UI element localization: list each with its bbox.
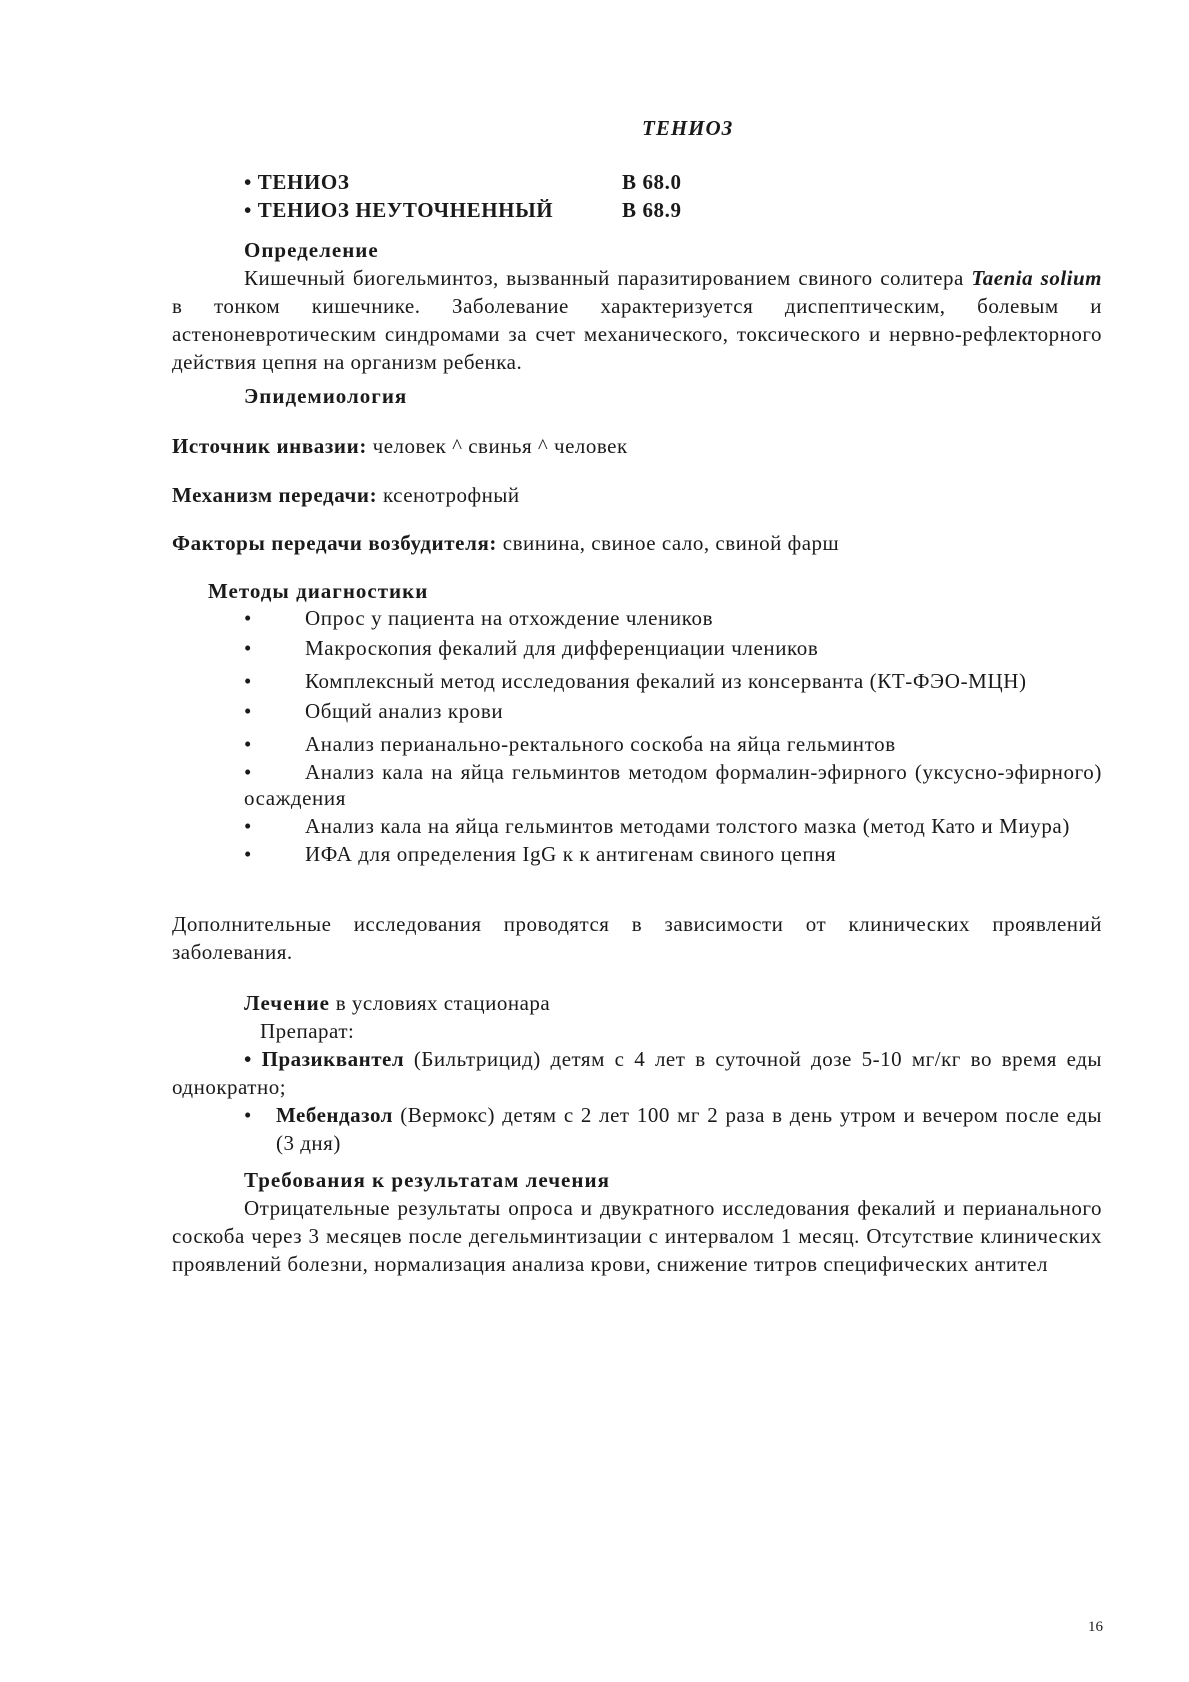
list-item [172, 813, 1102, 839]
bullet: • [244, 1103, 252, 1127]
document-page [172, 0, 1102, 1682]
treatment-section [172, 989, 1102, 1157]
bullet: • [244, 760, 252, 784]
treatment-heading-line [172, 989, 1102, 1017]
code-value: В 68.0 [622, 170, 682, 194]
list-item [172, 759, 1102, 811]
code-row [244, 198, 682, 226]
code-value: В 68.9 [622, 198, 682, 222]
epidemiology-heading: Эпидемиология [244, 384, 408, 408]
list-item-text: Комплексный метод исследования фекалий из консерванта (КТ-ФЭО-МЦН) [305, 669, 1027, 693]
drug-label: Препарат: [260, 1019, 355, 1043]
list-item-text: Макроскопия фекалий для дифференциации члеников [305, 636, 819, 660]
list-item [172, 841, 1102, 867]
mechanism-value: ксенотрофный [377, 483, 520, 507]
list-item-text: Опрос у пациента на отхождение члеников [305, 606, 714, 630]
list-item-text: Общий анализ крови [305, 699, 504, 723]
definition-section [172, 236, 1102, 376]
drug2-name: Мебендазол [276, 1103, 393, 1127]
factors-label: Факторы передачи возбудителя: [172, 531, 498, 555]
drug1-name: • Празиквантел [244, 1047, 405, 1071]
requirements-heading: Требования к результатам лечения [244, 1168, 610, 1192]
mechanism-label: Механизм передачи: [172, 483, 378, 507]
source-value: человек ^ свинья ^ человек [366, 434, 628, 458]
list-item-text: ИФА для определения IgG к к антигенам свиного цепня [305, 842, 837, 866]
bullet: • [244, 699, 252, 723]
code-name: • ТЕНИОЗ НЕУТОЧНЕННЫЙ [244, 198, 554, 222]
diagnostics-section [172, 577, 1102, 867]
bullet: • [244, 669, 252, 693]
definition-text-part: в тонком кишечнике. Заболевание характеризуется диспептическим, болевым и астеноневротическим синдромами за счет механического, токсического и нервно-рефлекторного действия цепня на организм ребенка. [172, 294, 1102, 374]
list-item [172, 731, 1102, 757]
factors-line [172, 529, 1102, 557]
bullet: • [244, 842, 252, 866]
definition-heading: Определение [244, 238, 379, 262]
additional-text: Дополнительные исследования проводятся в зависимости от клинических проявлений заболевания. [172, 912, 1102, 964]
list-item [172, 668, 1102, 694]
code-row [244, 170, 682, 198]
bullet: • [244, 814, 252, 838]
definition-text [172, 264, 1102, 376]
drug2-text [172, 1101, 1102, 1157]
bullet: • [244, 636, 252, 660]
diagnostics-list [172, 605, 1102, 867]
source-label: Источник инвазии: [172, 434, 367, 458]
drug1-desc: (Бильтрицид) детям с 4 лет в суточной дозе 5-10 мг/кг во время еды однократно; [172, 1047, 1102, 1099]
list-item-text: Анализ кала на яйца гельминтов методом формалин-эфирного (уксусно-эфирного) осаждения [244, 760, 1102, 810]
list-item-text: Анализ кала на яйца гельминтов методами толстого мазка (метод Като и Миура) [305, 814, 1070, 838]
diagnosis-codes [244, 170, 682, 226]
bullet: • [244, 606, 252, 630]
list-item [172, 605, 1102, 631]
page-title: ТЕНИОЗ [642, 116, 734, 140]
definition-text-part: Кишечный биогельминтоз, вызванный паразитированием свиного солитера [244, 266, 972, 290]
requirements-text: Отрицательные результаты опроса и двукратного исследования фекалий и перианального соскоба через 3 месяцев после дегельминтизации с интервалом 1 месяц. Отсутствие клинических проявлений болезни, нормализация анализа крови, снижение титров специфических антител [172, 1196, 1102, 1276]
list-item [172, 698, 1102, 724]
factors-value: свинина, свиное сало, свиной фарш [497, 531, 840, 555]
code-name: • ТЕНИОЗ [244, 170, 350, 194]
diagnostics-heading: Методы диагностики [208, 579, 429, 603]
list-item [172, 635, 1102, 661]
drug2-desc: (Вермокс) детям с 2 лет 100 мг 2 раза в день утром и вечером после еды (3 дня) [276, 1103, 1102, 1155]
list-item-text: Анализ перианально-ректального соскоба на яйца гельминтов [305, 732, 896, 756]
page-number: 16 [1088, 1619, 1103, 1635]
drug1-text [172, 1045, 1102, 1101]
treatment-heading-rest: в условиях стационара [330, 991, 551, 1015]
mechanism-line [172, 481, 1102, 509]
treatment-heading: Лечение [244, 991, 330, 1015]
bullet: • [244, 732, 252, 756]
requirements-section [172, 1166, 1102, 1278]
latin-name: Taenia solium [971, 266, 1102, 290]
source-line [172, 432, 1102, 460]
